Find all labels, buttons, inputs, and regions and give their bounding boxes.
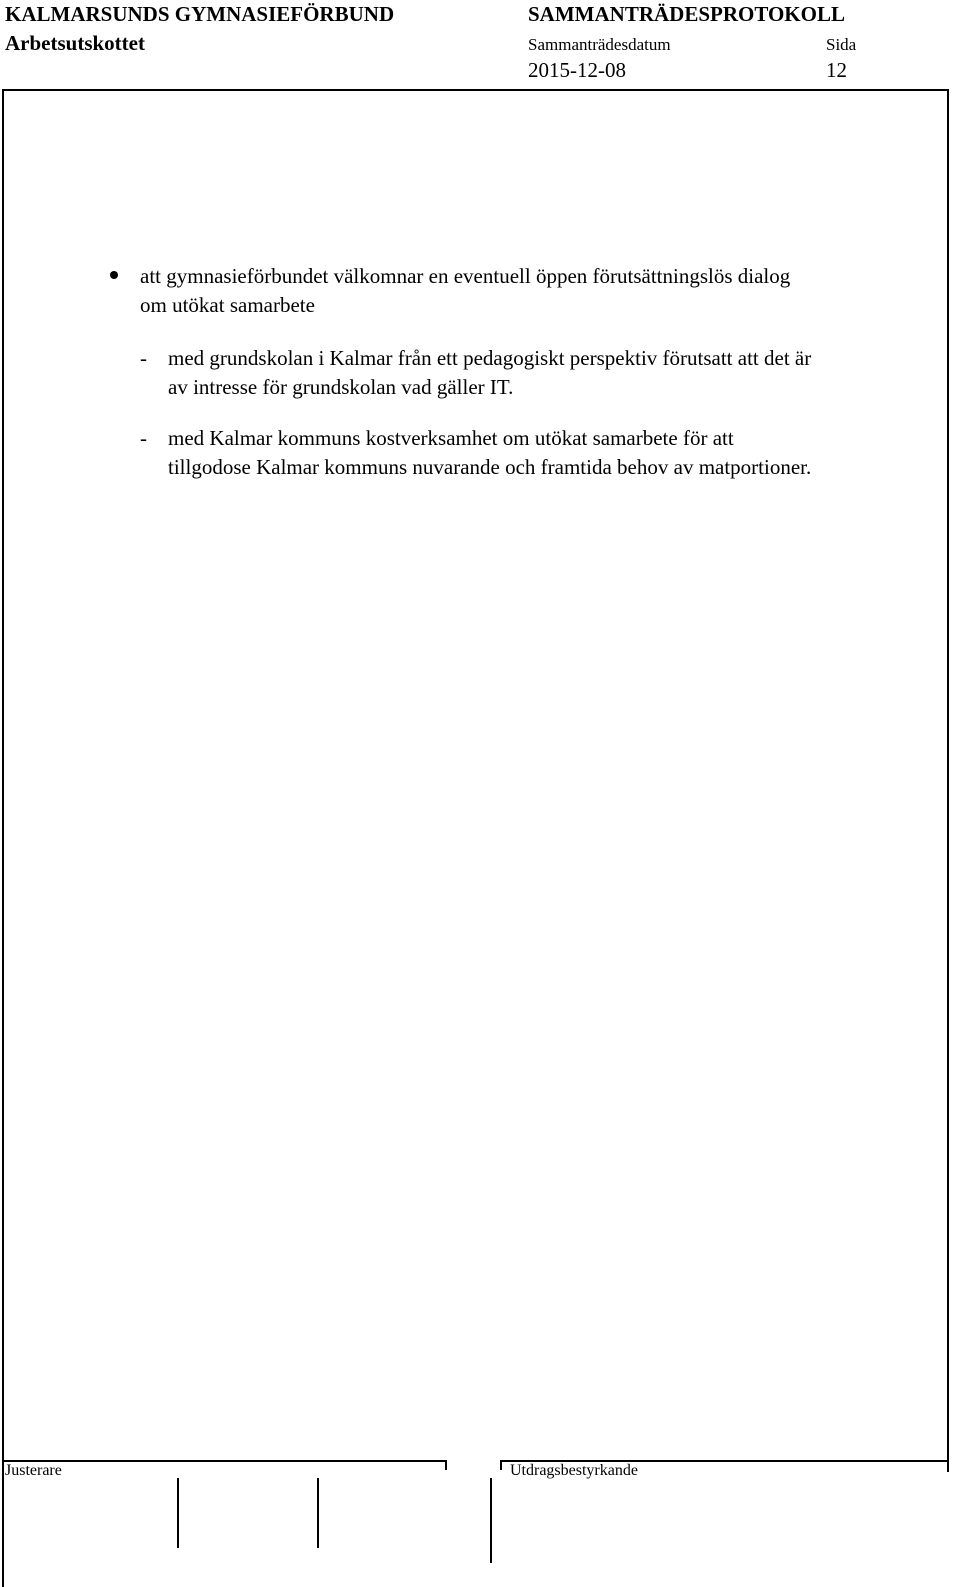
dash-marker: - [140,346,147,370]
adjuster-label: Justerare [5,1462,62,1479]
meeting-date-label: Sammanträdesdatum [528,35,671,54]
signature-box-divider [177,1478,179,1548]
dash-item-line: tillgodose Kalmar kommuns nuvarande och framtida behov av matportioner. [168,455,812,479]
footer-divider-left [2,1460,445,1462]
bullet-icon [110,271,118,279]
dash-item-line: av intresse för grundskolan vad gäller IT. [168,375,514,399]
footer-tick-right [500,1460,502,1470]
document-type: SAMMANTRÄDESPROTOKOLL [528,2,845,26]
dash-item-line: med Kalmar kommuns kostverksamhet om utökat samarbete för att [168,426,734,450]
dash-item [168,344,811,402]
organization-name: KALMARSUNDS GYMNASIEFÖRBUND [5,2,395,26]
dash-item-line: med grundskolan i Kalmar från ett pedagogiskt perspektiv förutsatt att det är [168,346,812,370]
footer-tick-left [445,1460,447,1470]
bullet-line: om utökat samarbete [140,293,315,317]
signature-box-divider [317,1478,319,1548]
page-number: 12 [826,58,847,82]
bullet-paragraph [140,262,790,320]
bullet-line: att gymnasieförbundet välkomnar en eventuell öppen förutsättningslös dialog [140,264,791,288]
dash-item [168,424,811,482]
committee-name: Arbetsutskottet [5,31,145,55]
extract-certification-label: Utdragsbestyrkande [510,1462,638,1479]
signature-box-divider [490,1478,492,1563]
page-label: Sida [826,35,857,54]
dash-marker: - [140,426,147,450]
right-margin-rule [947,89,949,1472]
left-margin-rule [2,89,4,1587]
meeting-date-value: 2015-12-08 [528,58,626,82]
header-divider [2,89,949,91]
